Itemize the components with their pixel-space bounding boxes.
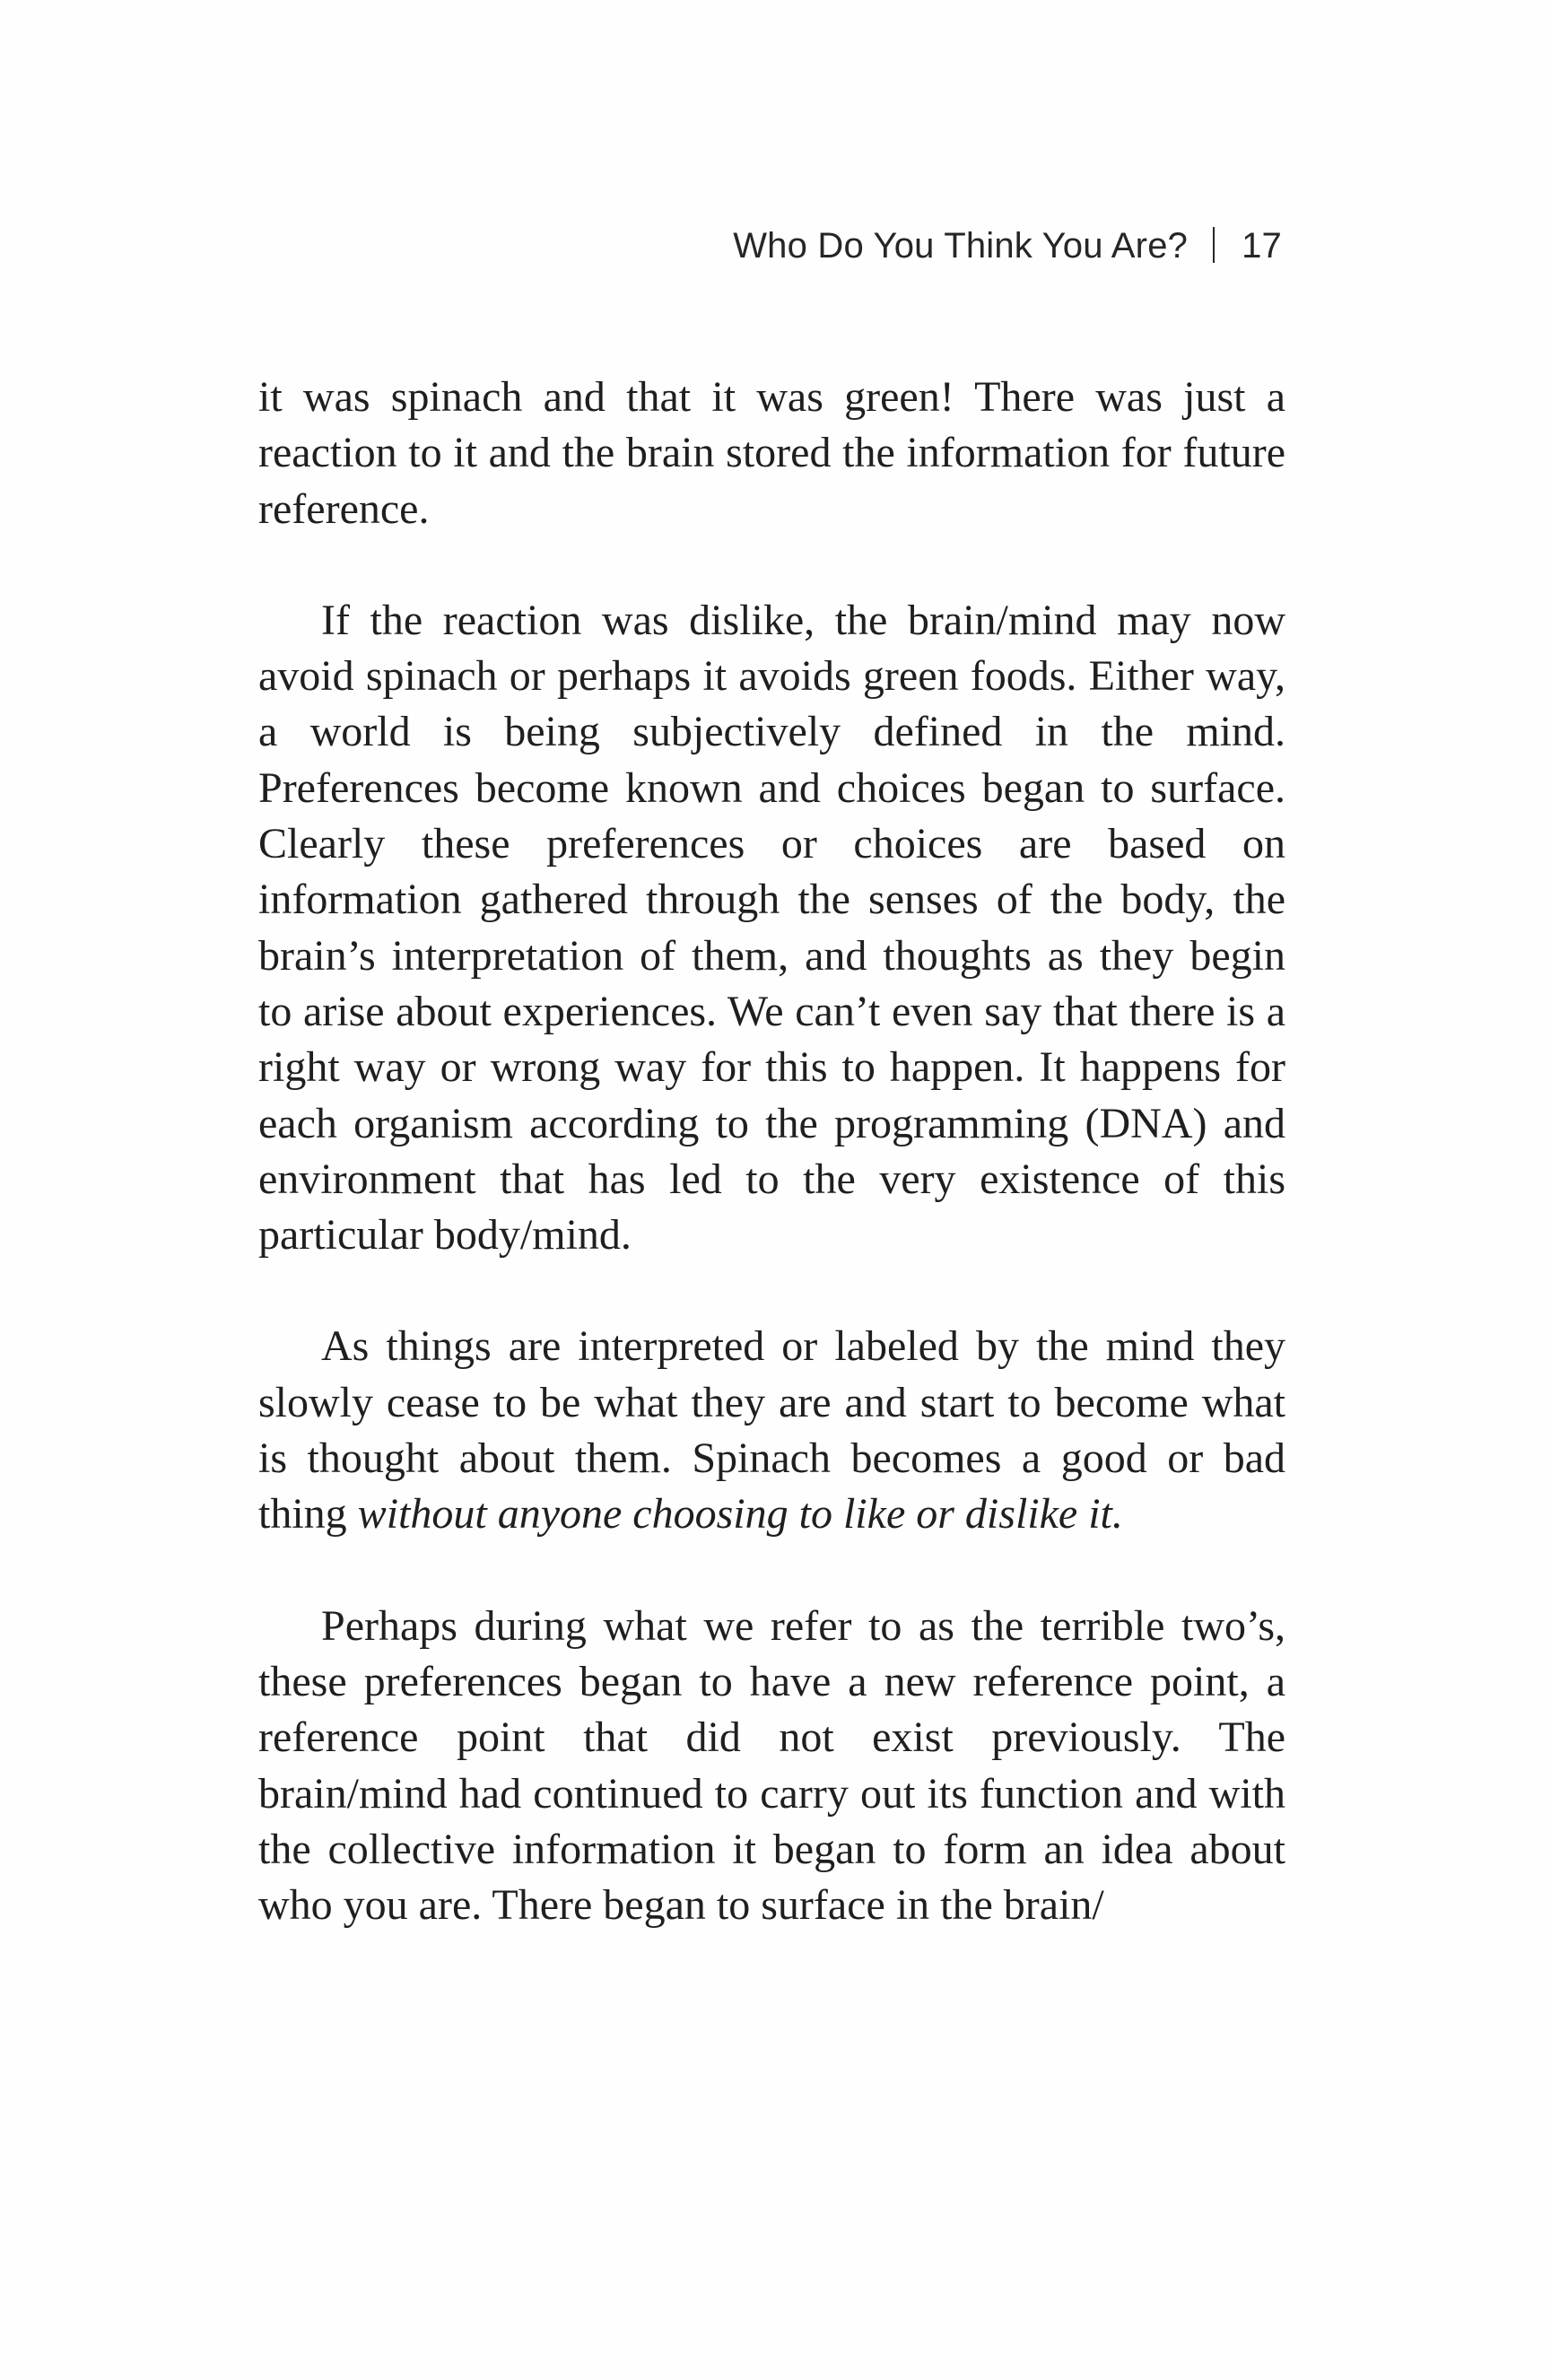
running-header	[733, 226, 1282, 266]
italic-emphasis: without anyone choosing to like or dislike it.	[357, 1490, 1123, 1539]
chapter-title: Who Do You Think You Are?	[733, 226, 1189, 266]
header-separator	[1213, 227, 1215, 263]
body-text	[258, 370, 1285, 1933]
paragraph: As things are interpreted or labeled by the mind they slowly cease to be what they are and start to become what is thought about them. Spinach becomes a good or bad thing without anyone choosing to like or dislike it.	[258, 1322, 1285, 1539]
page-number: 17	[1242, 226, 1282, 266]
paragraph: Perhaps during what we refer to as the terrible two’s, these preferences began to have a new reference point, a reference point that did not exist previously. The brain/mind had continued to carry out its function and with the collective information it began to form an idea about who you are. There began to surface in the brain/	[258, 1601, 1285, 1930]
paragraph: If the reaction was dislike, the brain/mind may now avoid spinach or perhaps it avoids green foods. Either way, a world is being subjectively defined in the mind. Preferences become known and choices began to surface. Clearly these preferences or choices are based on information gathered through the senses of the body, the brain’s interpretation of them, and thoughts as they begin to arise about experiences. We can’t even say that there is a right way or wrong way for this to happen. It happens for each organism according to the programming (DNA) and environment that has led to the very existence of this particular body/mind.	[258, 596, 1285, 1260]
paragraph-continued: it was spinach and that it was green! There was just a reaction to it and the brain stored the information for future reference.	[258, 373, 1285, 533]
